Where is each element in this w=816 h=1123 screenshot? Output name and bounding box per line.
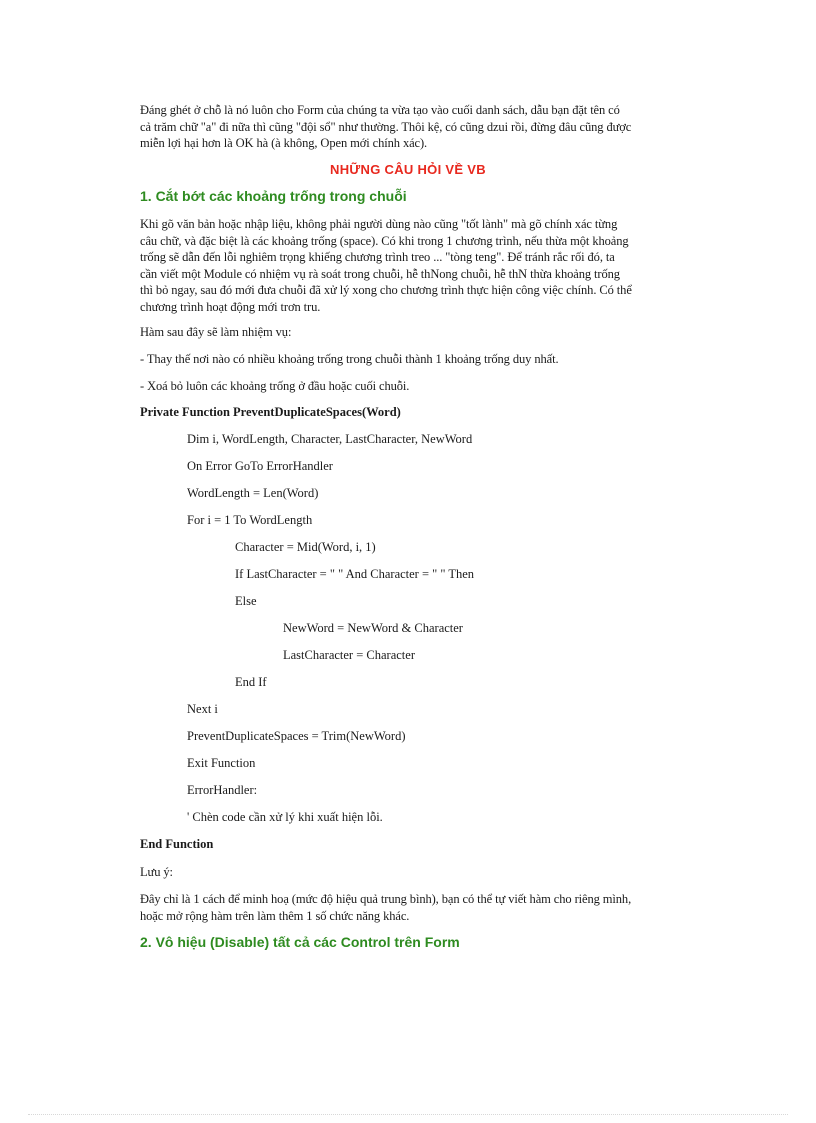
bullet-item: - Xoá bỏ luôn các khoảng trống ở đầu hoặc cuối chuỗi. xyxy=(140,379,410,393)
code-line: On Error GoTo ErrorHandler xyxy=(187,459,333,473)
intro-paragraph xyxy=(140,102,685,152)
bullet-item: - Thay thế nơi nào có nhiều khoảng trống trong chuỗi thành 1 khoảng trống duy nhất. xyxy=(140,352,559,366)
note-label: Lưu ý: xyxy=(140,865,173,879)
code-line: Exit Function xyxy=(187,756,256,770)
task-intro: Hàm sau đây sẽ làm nhiệm vụ: xyxy=(140,325,292,339)
code-function-header: Private Function PreventDuplicateSpaces(Word) xyxy=(140,405,401,419)
paragraph-line: chương trình hoạt động mới trơn tru. xyxy=(140,299,321,314)
paragraph-line: Đây chỉ là 1 cách để minh hoạ (mức độ hiệu quả trung bình), bạn có thể tự viết hàm cho riêng mình, xyxy=(140,892,632,906)
section-1-paragraph xyxy=(140,216,685,315)
page-title: NHỮNG CÂU HỎI VỀ VB xyxy=(330,162,486,177)
code-line: End If xyxy=(235,675,267,689)
note-paragraph xyxy=(140,891,685,924)
code-function-footer: End Function xyxy=(140,837,214,851)
code-line: Dim i, WordLength, Character, LastCharacter, NewWord xyxy=(187,432,473,446)
code-line: PreventDuplicateSpaces = Trim(NewWord) xyxy=(187,729,406,743)
paragraph-line: cần viết một Module có nhiệm vụ rà soát trong chuỗi, hễ thNong chuỗi, hễ thN thừa khoảng trống xyxy=(140,266,620,281)
intro-line: cả trăm chữ "a" đi nữa thì cũng "đội sổ" như thường. Thôi kệ, có cũng dzui rồi, đừng đâu cũng được xyxy=(140,119,632,134)
code-line: Character = Mid(Word, i, 1) xyxy=(235,540,376,554)
code-line: If LastCharacter = " " And Character = " " Then xyxy=(235,567,475,581)
page-bottom-rule xyxy=(28,1114,788,1115)
code-comment: ' Chèn code cần xử lý khi xuất hiện lỗi. xyxy=(187,810,383,824)
code-line: NewWord = NewWord & Character xyxy=(283,621,463,635)
code-line: For i = 1 To WordLength xyxy=(187,513,313,527)
intro-line: Đáng ghét ở chỗ là nó luôn cho Form của chúng ta vừa tạo vào cuối danh sách, dẫu bạn đặt tên có xyxy=(140,103,620,117)
code-line: ErrorHandler: xyxy=(187,783,258,797)
paragraph-line: Khi gõ văn bản hoặc nhập liệu, không phải người dùng nào cũng "tốt lành" mà gõ chính xác từng xyxy=(140,217,618,231)
paragraph-line: hoặc mở rộng hàm trên làm thêm 1 số chức năng khác. xyxy=(140,908,410,923)
section-2-heading: 2. Vô hiệu (Disable) tất cả các Control trên Form xyxy=(140,934,460,950)
code-line: LastCharacter = Character xyxy=(283,648,415,662)
paragraph-line: câu chữ, và đặc biệt là các khoảng trống (space). Có khi trong 1 chương trình, nếu thừa một khoảng xyxy=(140,233,629,248)
paragraph-line: thì bỏ ngay, sau đó mới đưa chuỗi đã xử lý xong cho chương trình thực hiện công việc chính. Có thể xyxy=(140,283,632,297)
code-line: Next i xyxy=(187,702,218,716)
code-line: Else xyxy=(235,594,257,608)
intro-line: miễn lợi hại hơn là OK hà (à không, Open mới chính xác). xyxy=(140,136,428,150)
paragraph-line: trống sẽ dẫn đến lỗi nghiêm trọng khiếng chương trình treo ... "tòng teng". Để tránh rắc rối đó, ta xyxy=(140,250,615,264)
code-line: WordLength = Len(Word) xyxy=(187,486,319,500)
section-1-heading: 1. Cắt bớt các khoảng trống trong chuỗi xyxy=(140,188,407,204)
